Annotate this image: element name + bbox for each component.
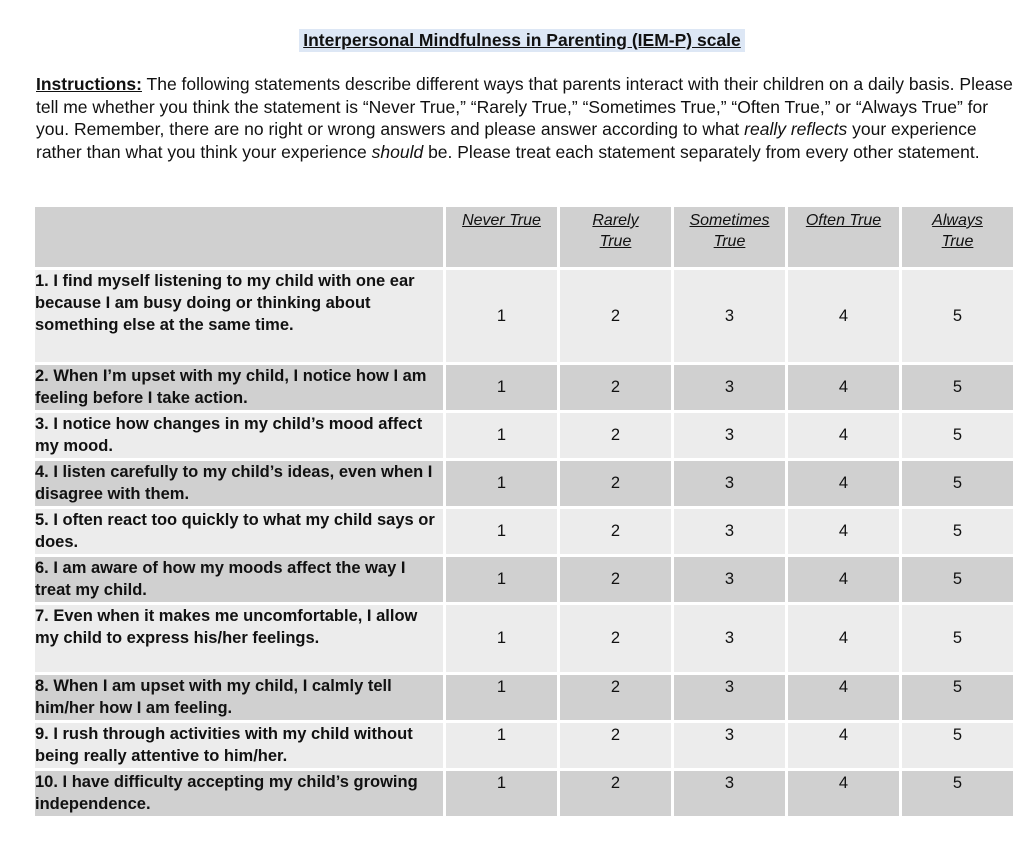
score-cell[interactable]: 4 xyxy=(788,461,899,506)
score-cell[interactable]: 1 xyxy=(446,270,557,362)
item-statement: 7. Even when it makes me uncomfortable, I allow my child to express his/her feelings. xyxy=(35,605,443,672)
score-cell[interactable]: 3 xyxy=(674,723,785,768)
table-row xyxy=(35,365,1013,410)
header-row xyxy=(35,207,1013,267)
option-label: Often True xyxy=(805,212,882,229)
table-row xyxy=(35,413,1013,458)
header-blank-cell xyxy=(35,207,443,267)
score-cell[interactable]: 3 xyxy=(674,413,785,458)
score-cell[interactable]: 3 xyxy=(674,557,785,602)
score-cell[interactable]: 1 xyxy=(446,365,557,410)
score-cell[interactable]: 5 xyxy=(902,270,1013,362)
score-cell[interactable]: 3 xyxy=(674,605,785,672)
score-cell[interactable]: 5 xyxy=(902,771,1013,816)
score-cell[interactable]: 2 xyxy=(560,365,671,410)
score-cell[interactable]: 4 xyxy=(788,723,899,768)
item-statement: 6. I am aware of how my moods affect the way I treat my child. xyxy=(35,557,443,602)
score-cell[interactable]: 5 xyxy=(902,675,1013,720)
score-cell[interactable]: 4 xyxy=(788,270,899,362)
score-cell[interactable]: 3 xyxy=(674,509,785,554)
score-cell[interactable]: 2 xyxy=(560,509,671,554)
score-cell[interactable]: 5 xyxy=(902,723,1013,768)
score-cell[interactable]: 4 xyxy=(788,675,899,720)
score-cell[interactable]: 1 xyxy=(446,675,557,720)
score-cell[interactable]: 4 xyxy=(788,509,899,554)
score-cell[interactable]: 2 xyxy=(560,557,671,602)
option-label: Always True xyxy=(932,212,983,250)
item-statement: 3. I notice how changes in my child’s mood affect my mood. xyxy=(35,413,443,458)
score-cell[interactable]: 4 xyxy=(788,557,899,602)
table-row xyxy=(35,675,1013,720)
score-cell[interactable]: 1 xyxy=(446,605,557,672)
header-never-true xyxy=(446,207,557,267)
item-statement: 5. I often react too quickly to what my child says or does. xyxy=(35,509,443,554)
instructions-text-2: your experience rather than what you think your experience xyxy=(36,119,977,162)
score-cell[interactable]: 4 xyxy=(788,365,899,410)
item-statement: 2. When I’m upset with my child, I notice how I am feeling before I take action. xyxy=(35,365,443,410)
item-statement: 1. I find myself listening to my child with one ear because I am busy doing or thinking about something else at the same time. xyxy=(35,270,443,362)
instructions-emphasis-2: should xyxy=(371,141,424,162)
instructions-text-1: The following statements describe different ways that parents interact with their children on a daily basis. Please tell me whether you think the statement is “Never True,” “Rarely True,” “Sometimes True,” “Often True,” or “Always True” for you. Remember, there are no right or wrong answers and please answer according to what xyxy=(36,74,1013,139)
score-cell[interactable]: 4 xyxy=(788,605,899,672)
item-statement: 4. I listen carefully to my child’s ideas, even when I disagree with them. xyxy=(35,461,443,506)
score-cell[interactable]: 5 xyxy=(902,413,1013,458)
score-cell[interactable]: 1 xyxy=(446,509,557,554)
option-label: Sometimes True xyxy=(689,212,770,250)
score-cell[interactable]: 3 xyxy=(674,270,785,362)
score-cell[interactable]: 1 xyxy=(446,557,557,602)
table-row xyxy=(35,605,1013,672)
score-cell[interactable]: 2 xyxy=(560,723,671,768)
header-sometimes-true xyxy=(674,207,785,267)
score-cell[interactable]: 5 xyxy=(902,557,1013,602)
score-cell[interactable]: 5 xyxy=(902,461,1013,506)
item-statement: 9. I rush through activities with my child without being really attentive to him/her. xyxy=(35,723,443,768)
header-always-true xyxy=(902,207,1013,267)
score-cell[interactable]: 3 xyxy=(674,675,785,720)
option-label: Rarely True xyxy=(592,212,639,250)
score-cell[interactable]: 5 xyxy=(902,365,1013,410)
score-cell[interactable]: 2 xyxy=(560,413,671,458)
header-rarely-true xyxy=(560,207,671,267)
instructions-paragraph xyxy=(36,73,1016,163)
table-row xyxy=(35,771,1013,816)
table-row xyxy=(35,723,1013,768)
score-cell[interactable]: 2 xyxy=(560,675,671,720)
score-cell[interactable]: 2 xyxy=(560,270,671,362)
score-cell[interactable]: 5 xyxy=(902,605,1013,672)
score-cell[interactable]: 4 xyxy=(788,413,899,458)
score-cell[interactable]: 1 xyxy=(446,771,557,816)
scale-table xyxy=(32,204,1016,819)
table-row xyxy=(35,509,1013,554)
page-title: Interpersonal Mindfulness in Parenting (IEM-P) scale xyxy=(299,29,745,52)
item-statement: 8. When I am upset with my child, I calmly tell him/her how I am feeling. xyxy=(35,675,443,720)
score-cell[interactable]: 1 xyxy=(446,413,557,458)
score-cell[interactable]: 4 xyxy=(788,771,899,816)
score-cell[interactable]: 3 xyxy=(674,461,785,506)
instructions-emphasis-1: really reflects xyxy=(744,119,848,139)
score-cell[interactable]: 3 xyxy=(674,771,785,816)
option-label: Never True xyxy=(462,212,541,229)
instructions-text-3: be. Please treat each statement separately from every other statement. xyxy=(423,141,980,162)
score-cell[interactable]: 2 xyxy=(560,461,671,506)
score-cell[interactable]: 2 xyxy=(560,605,671,672)
table-row xyxy=(35,270,1013,362)
item-statement: 10. I have difficulty accepting my child’s growing independence. xyxy=(35,771,443,816)
instructions-lead: Instructions: xyxy=(36,74,142,94)
score-cell[interactable]: 1 xyxy=(446,723,557,768)
score-cell[interactable]: 1 xyxy=(446,461,557,506)
score-cell[interactable]: 2 xyxy=(560,771,671,816)
score-cell[interactable]: 3 xyxy=(674,365,785,410)
header-often-true xyxy=(788,207,899,267)
table-row xyxy=(35,461,1013,506)
table-row xyxy=(35,557,1013,602)
score-cell[interactable]: 5 xyxy=(902,509,1013,554)
